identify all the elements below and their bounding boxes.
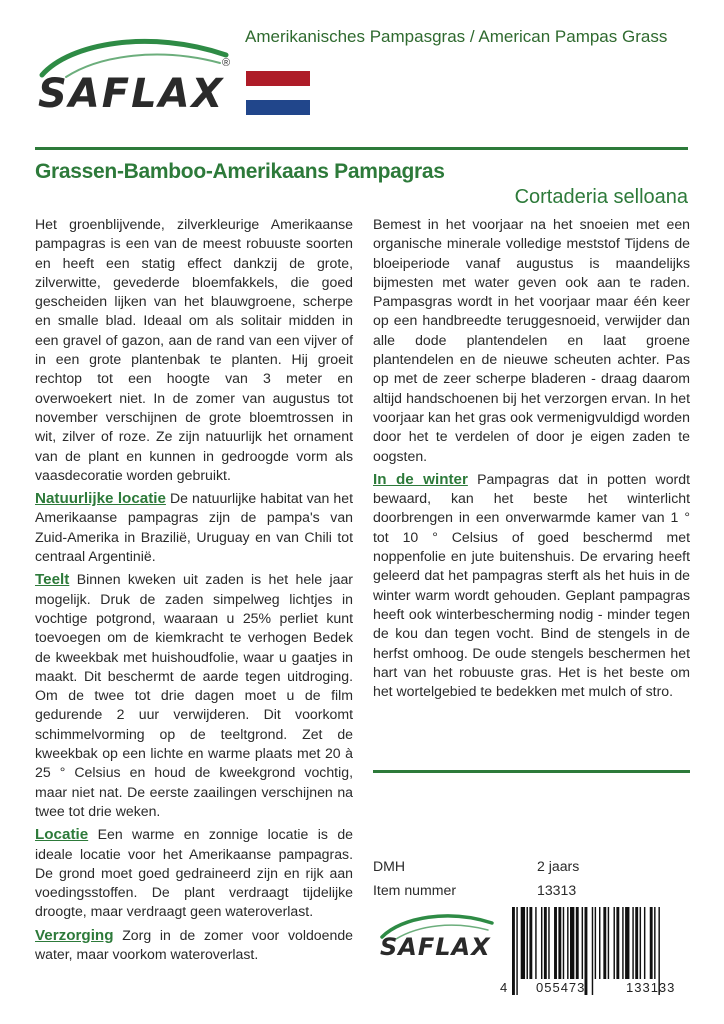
- barcode-digit-first: 4: [500, 980, 508, 995]
- locatie-text: Een warme en zonnige locatie is de ideale locatie voor het Amerikaanse pampagras. De grond moet goed gedraineerd zijn en rijk aan voedingsstoffen. De plant verdraagt tijdelijke droogte, maar verdraagt geen wateroverlast.: [35, 826, 353, 920]
- barcode-bar: [554, 907, 557, 979]
- product-line: Amerikanisches Pampasgras / American Pampas Grass: [245, 27, 668, 46]
- bemest-paragraph: Bemest in het voorjaar na het snoeien met een organische minerale volledige meststof Tijdens de bloeiperiode vanaf augustus is maandelijks bijmesten met water geven ook aan te raden. Pampasgras wordt in het voorjaar maar één keer op een handbreedte teruggesnoeid, verwijder dan alle dode plantendelen en laat groene plantendelen en de nieuwe scheuten achter. Pas op met de zeer scherpe bladeren - draag daarom altijd handschoenen bij het verzorgen ervan. In het voorjaar kan het gras ook vermenigvuldigd worden door het te verdelen of door je eigen zaden te oogsten.: [373, 216, 690, 464]
- locatie-heading: Locatie: [35, 826, 89, 844]
- logo-wordmark: SAFLAX: [38, 71, 225, 117]
- flag-white-stripe: [246, 86, 310, 101]
- registered-mark: ®: [222, 57, 231, 69]
- barcode-bar: [521, 907, 525, 979]
- barcode-bar: [625, 907, 629, 979]
- barcode-bar: [644, 907, 645, 979]
- barcode-bar: [570, 907, 574, 979]
- intro-paragraph: Het groenblijvende, zilverkleurige Amerikaanse pampagras is een van de meest robuuste soorten en heeft een statig effect dankzij de grote, zilverwitte, gevederde bloemfakkels, die goed gescheiden lijken van het blauwgroene, scherpe en smalle blad. Ideaal om als solitair midden in een gravel of gazon, aan de rand van een vijver of in een grote plantenbak te planten. Hij groeit rechtop tot een hoogte van 3 meter en overwoekert niet. In de zomer van augustus tot november verschijnen de grote bloemtrossen in wit, zilver of roze. Ze zijn natuurlijk het ornament van de plant en kunnen in gedroogde vorm als vaasdecoratie worden gebruikt.: [35, 216, 353, 483]
- header-divider: [35, 147, 688, 150]
- barcode-bar: [567, 907, 568, 979]
- barcode-bar: [563, 907, 564, 979]
- dmh-value: 2 jaars: [537, 858, 580, 874]
- barcode-bar: [614, 907, 615, 979]
- barcode-bar: [632, 907, 633, 979]
- barcode-bar: [650, 907, 653, 979]
- winter-paragraph: [373, 470, 690, 702]
- teelt-heading: Teelt: [35, 571, 70, 589]
- logo-wordmark-small: SAFLAX: [380, 933, 491, 961]
- barcode: [498, 905, 708, 1005]
- barcode-bar: [616, 907, 619, 979]
- barcode-bar: [544, 907, 547, 979]
- barcode-bar: [576, 907, 579, 979]
- barcode-bar: [608, 907, 609, 979]
- teelt-text: Binnen kweken uit zaden is het hele jaar mogelijk. Druk de zaden simpelweg lichtjes in vochtige potgrond, waaraan u 25% perliet kunt toevoegen om de kiemkracht te verhogen Bedek de kweekbak met huishoudfolie, waar u gaatjes in maakt. Dit beschermt de aarde tegen uitdroging. Om de twee tot drie dagen moet u de film gedurende 2 uur verwijderen. Dit voorkomt schimmelvorming op de teeltgrond. Zet de kweekbak op een lichte en warme plaats met 20 à 25 ° Celsius en houd de kweekgrond vochtig, maar niet nat. De eerste zaailingen verschijnen na twee tot drie weken.: [35, 571, 353, 819]
- barcode-bar: [548, 907, 549, 979]
- verzorging-text: Zorg in de zomer voor voldoende water, maar voorkom wateroverlast.: [35, 926, 353, 962]
- dutch-flag-icon: [246, 71, 310, 115]
- winter-text: Pampagras dat in potten wordt bewaard, kan het beste het winterlicht doorbrengen in een onverwarmde kamer van 1 ° tot 10 ° Celsius of goed beschermd met noppenfolie en jute buitenshuis. De ervaring heeft geleerd dat het pampagras sterft als het huis in de winter warm wordt gehouden. Geplant pampagras heeft ook winterbescherming nodig - minder tegen de kou dan tegen vocht. Bind de stengels in de herfst omhoog. De oude stengels beschermen het hart van het robuuste gras. Het is het beste om het wortelgebied te bedekken met mulch of stro.: [373, 470, 690, 700]
- page-title: Grassen-Bamboo-Amerikaans Pampagras: [35, 160, 445, 183]
- dmh-label: DMH: [373, 858, 406, 874]
- flag-blue-stripe: [246, 100, 310, 115]
- flag-red-stripe: [246, 71, 310, 86]
- habitat-paragraph: [35, 489, 353, 566]
- barcode-bar: [527, 907, 528, 979]
- barcode-bar: [558, 907, 561, 979]
- item-number-label: Item nummer: [373, 882, 457, 898]
- barcode-bar: [635, 907, 638, 979]
- barcode-bar: [595, 907, 596, 979]
- left-column: [35, 215, 353, 968]
- barcode-bar: [654, 907, 655, 979]
- barcode-bar: [640, 907, 641, 979]
- barcode-bar: [512, 907, 515, 995]
- barcode-group-left: 055473: [536, 980, 586, 995]
- right-column: [373, 215, 690, 705]
- barcode-bar: [541, 907, 542, 979]
- right-column-divider: [373, 770, 690, 773]
- verzorging-paragraph: [35, 926, 353, 965]
- saflax-logo-small: [374, 905, 499, 975]
- barcode-bar: [535, 907, 536, 979]
- habitat-heading: Natuurlijke locatie: [35, 490, 166, 508]
- barcode-bar: [599, 907, 600, 979]
- teelt-paragraph: [35, 570, 353, 821]
- habitat-text: De natuurlijke habitat van het Amerikaanse pampagras zijn de pampa's van Zuid-Amerika in Brazilië, Uruguay en van Chili tot centraal Argentinië.: [35, 490, 353, 565]
- winter-heading: In de winter: [373, 470, 468, 488]
- barcode-group-right: 133133: [626, 980, 676, 995]
- barcode-bar: [516, 907, 517, 995]
- barcode-bar: [622, 907, 623, 979]
- latin-name: Cortaderia selloana: [514, 186, 688, 208]
- barcode-bar: [529, 907, 532, 979]
- barcode-bars: [498, 905, 708, 1005]
- locatie-paragraph: [35, 825, 353, 921]
- barcode-bar: [582, 907, 583, 979]
- saflax-logo: [30, 25, 240, 130]
- barcode-bar: [603, 907, 606, 979]
- barcode-bar: [592, 907, 593, 995]
- verzorging-heading: Verzorging: [35, 926, 114, 944]
- item-number-value: 13313: [537, 882, 577, 898]
